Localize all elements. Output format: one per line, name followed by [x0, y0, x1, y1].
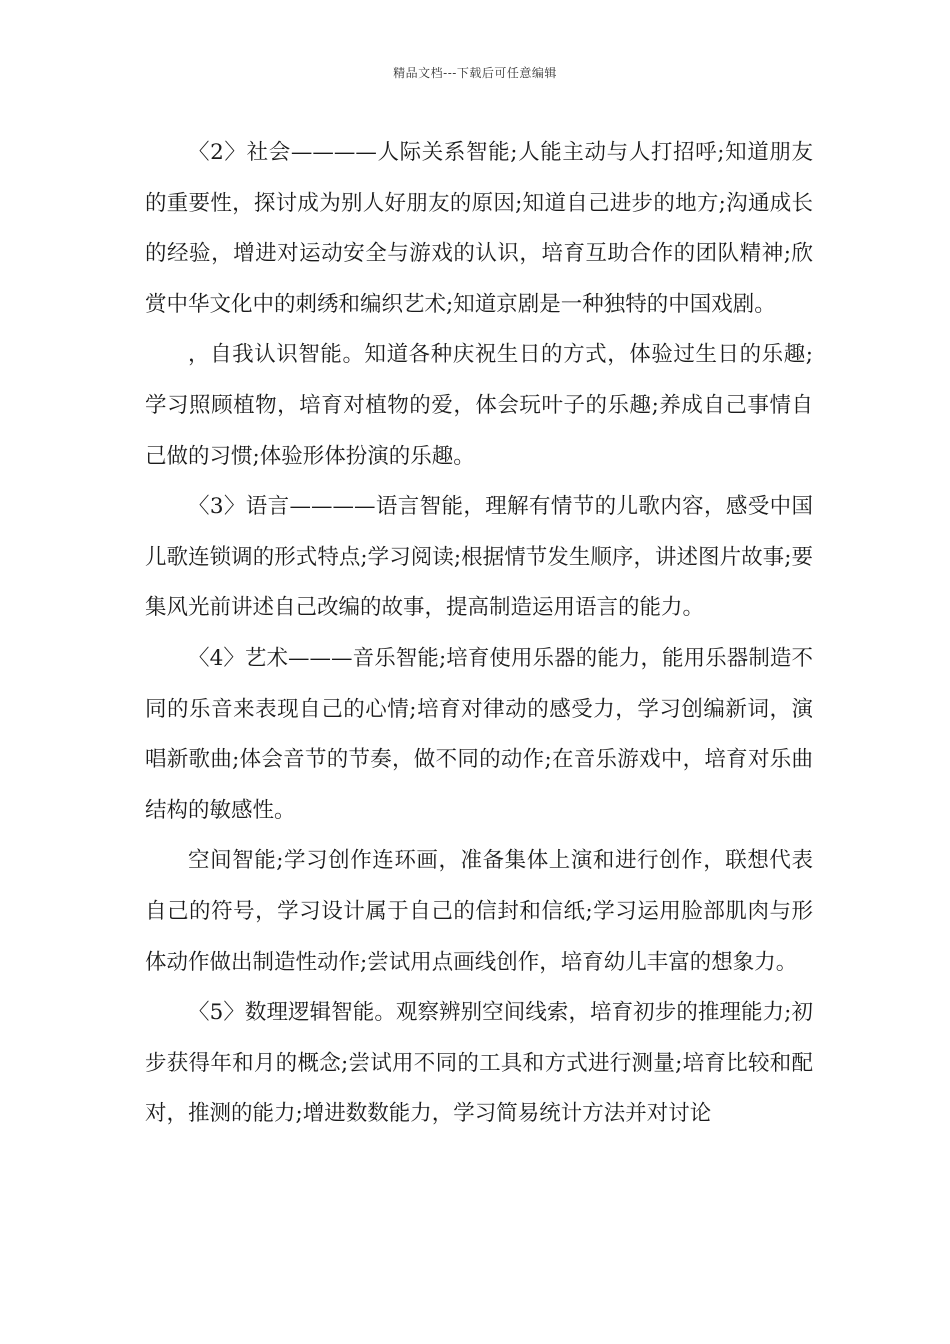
document-body: [145, 128, 813, 1140]
paragraph-math-logic: 〈5〉数理逻辑智能。观察辨别空间线索，培育初步的推理能力;初步获得年和月的概念;尝试用不同的工具和方式进行测量;培育比较和配对，推测的能力;增进数数能力，学习简易统计方法并对讨论: [145, 1000, 813, 1127]
paragraph-self-awareness: ，自我认识智能。知道各种庆祝生日的方式，体验过生日的乐趣;学习照顾植物，培育对植物的爱，体会玩叶子的乐趣;养成自己事情自己做的习惯;体验形体扮演的乐趣。: [145, 342, 813, 469]
paragraph-language: 〈3〉语言————语言智能，理解有情节的儿歌内容，感受中国儿歌连锁调的形式特点;学习阅读;根据情节发生顺序，讲述图片故事;要集风光前讲述自己改编的故事，提高制造运用语言的能力。: [145, 494, 813, 621]
page-header: 精品文档---下载后可任意编辑: [393, 66, 557, 80]
paragraph-social: 〈2〉社会————人际关系智能;人能主动与人打招呼;知道朋友的重要性，探讨成为别人好朋友的原因;知道自己进步的地方;沟通成长的经验，增进对运动安全与游戏的认识，培育互助合作的团队精神;欣赏中华文化中的刺绣和编织艺术;知道京剧是一种独特的中国戏剧。: [145, 140, 813, 317]
paragraph-art-music: 〈4〉艺术———音乐智能;培育使用乐器的能力，能用乐器制造不同的乐音来表现自己的心情;培育对律动的感受力，学习创编新词，演唱新歌曲;体会音节的节奏，做不同的动作;在音乐游戏中，培育对乐曲结构的敏感性。: [145, 645, 813, 823]
paragraph-spatial: 空间智能;学习创作连环画，准备集体上演和进行创作，联想代表自己的符号，学习设计属于自己的信封和信纸;学习运用脸部肌肉与形体动作做出制造性动作;尝试用点画线创作，培育幼儿丰富的想象力。: [145, 848, 813, 975]
